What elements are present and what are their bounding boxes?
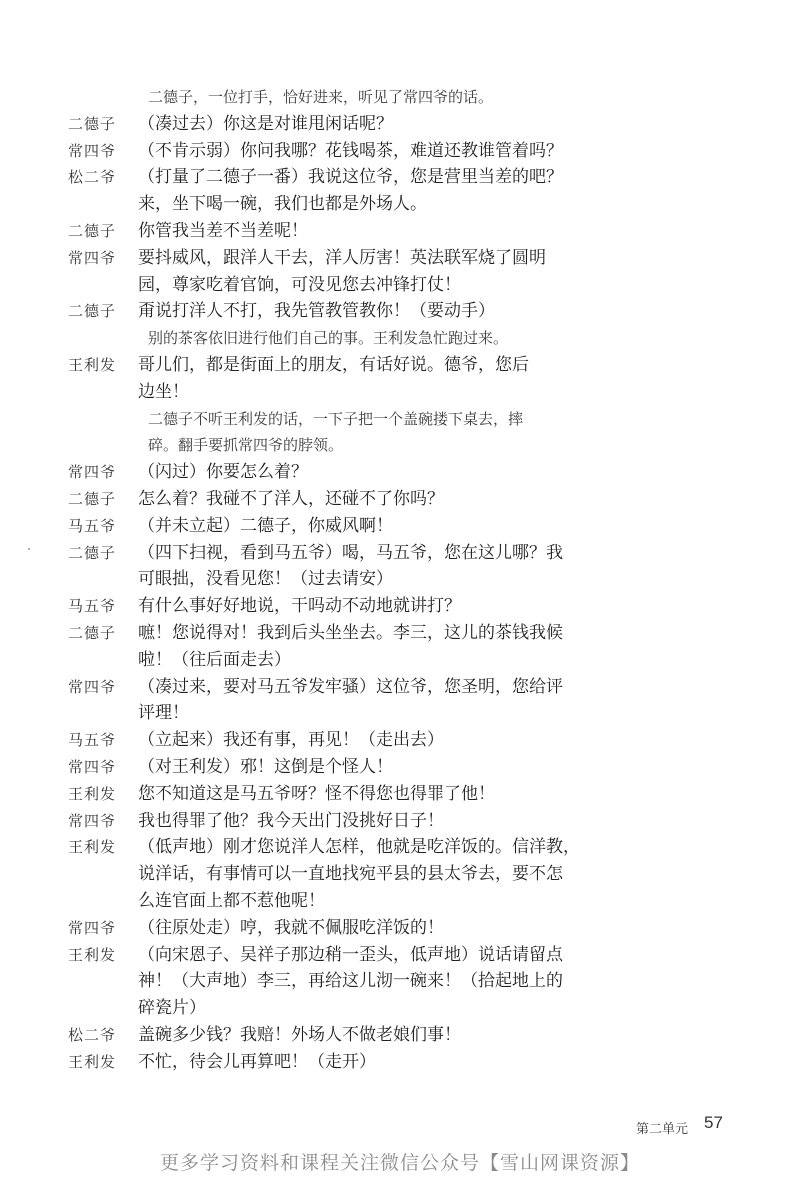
speaker-name: 王利发 (68, 838, 117, 857)
dialogue-text: 么连官面上都不惹他呢！ (138, 890, 325, 911)
stage-direction-text: 碎。翻手要抓常四爷的脖领。 (148, 436, 344, 455)
speaker-name: 二德子 (68, 221, 117, 240)
speaker-name: 马五爷 (68, 516, 117, 535)
dialogue-line (0, 298, 800, 325)
dialogue-text: 盖碗多少钱？我赔！外场人不做老娘们事！ (138, 1024, 461, 1045)
dialogue-text: （不肯示弱）你问我哪？花钱喝茶，难道还教谁管着吗？ (138, 140, 563, 161)
script-text-body (0, 84, 800, 1075)
dialogue-text: （对王利发）邪！这倒是个怪人！ (138, 756, 393, 777)
dialogue-line (0, 486, 800, 513)
dialogue-line (0, 808, 800, 835)
speaker-name: 王利发 (68, 1052, 117, 1071)
dialogue-text: 评理！ (138, 703, 189, 724)
speaker-name: 王利发 (68, 784, 117, 803)
speaker-name: 常四爷 (68, 918, 117, 937)
dialogue-text: （并未立起）二德子，你威风啊！ (138, 515, 393, 536)
dialogue-text: 您不知道这是马五爷呀？怪不得您也得罪了他！ (138, 783, 495, 804)
dialogue-text: （立起来）我还有事，再见！（走出去） (138, 730, 444, 751)
dialogue-text: 有什么事好好地说，干吗动不动地就讲打？ (138, 596, 461, 617)
dialogue-text: 你管我当差不当差呢！ (138, 220, 308, 241)
dialogue-line (0, 218, 800, 245)
dialogue-text: （打量了二德子一番）我说这位爷，您是营里当差的吧？ (138, 167, 563, 188)
dialogue-text: 嗻！您说得对！我到后头坐坐去。李三，这儿的茶钱我候 (138, 622, 563, 643)
stage-direction-line (0, 325, 800, 352)
dialogue-line (0, 754, 800, 781)
dialogue-continuation-line (0, 700, 800, 727)
dialogue-text: （低声地）刚才您说洋人怎样，他就是吃洋饭的。信洋教， (138, 837, 580, 858)
dialogue-continuation-line (0, 968, 800, 995)
dialogue-continuation-line (0, 191, 800, 218)
dialogue-text: 怎么着？我碰不了洋人，还碰不了你吗？ (138, 488, 444, 509)
dialogue-line (0, 834, 800, 861)
speaker-name: 常四爷 (68, 811, 117, 830)
dialogue-continuation-line (0, 566, 800, 593)
dialogue-line (0, 138, 800, 165)
dialogue-line (0, 111, 800, 138)
dialogue-line (0, 620, 800, 647)
speaker-name: 松二爷 (68, 168, 117, 187)
dialogue-continuation-line (0, 272, 800, 299)
speaker-name: 马五爷 (68, 597, 117, 616)
dialogue-text: （四下扫视，看到马五爷）喝，马五爷，您在这儿哪？我 (138, 542, 563, 563)
speaker-name: 二德子 (68, 543, 117, 562)
dialogue-line (0, 245, 800, 272)
dialogue-line (0, 164, 800, 191)
dialogue-continuation-line (0, 888, 800, 915)
dialogue-text: 我也得罪了他？我今天出门没挑好日子！ (138, 810, 444, 831)
dialogue-text: （闪过）你要怎么着？ (138, 462, 308, 483)
dialogue-continuation-line (0, 861, 800, 888)
dialogue-text: 可眼拙，没看见您！（过去请安） (138, 569, 393, 590)
speaker-name: 常四爷 (68, 677, 117, 696)
dialogue-continuation-line (0, 647, 800, 674)
dialogue-text: （向宋恩子、吴祥子那边稍一歪头，低声地）说话请留点 (138, 944, 563, 965)
speaker-name: 常四爷 (68, 248, 117, 267)
dialogue-text: 园，尊家吃着官饷，可没见您去冲锋打仗！ (138, 274, 461, 295)
speaker-name: 二德子 (68, 114, 117, 133)
dialogue-text: 来，坐下喝一碗，我们也都是外场人。 (138, 194, 427, 215)
dialogue-line (0, 1049, 800, 1076)
footer-unit-label: 第二单元 (636, 1122, 689, 1137)
speaker-name: 二德子 (68, 489, 117, 508)
dialogue-line (0, 1022, 800, 1049)
dialogue-text: 碎瓷片） (138, 998, 206, 1019)
stage-direction-line (0, 84, 800, 111)
dialogue-line (0, 781, 800, 808)
speaker-name: 二德子 (68, 302, 117, 321)
stage-direction-line (0, 432, 800, 459)
dialogue-text: 不忙，待会儿再算吧！（走开） (138, 1051, 376, 1072)
dialogue-text: （凑过去）你这是对谁甩闲话呢？ (138, 113, 393, 134)
dialogue-text: （往原处走）哼，我就不佩服吃洋饭的！ (138, 917, 444, 938)
speaker-name: 王利发 (68, 355, 117, 374)
dialogue-continuation-line (0, 379, 800, 406)
speaker-name: 马五爷 (68, 731, 117, 750)
dialogue-line (0, 352, 800, 379)
stage-direction-text: 二德子不听王利发的话，一下子把一个盖碗搂下桌去，摔 (148, 409, 524, 428)
dialogue-text: （凑过来，要对马五爷发牢骚）这位爷，您圣明，您给评 (138, 676, 563, 697)
speaker-name: 常四爷 (68, 463, 117, 482)
dialogue-line (0, 674, 800, 701)
dialogue-text: 神！（大声地）李三，再给这儿沏一碗来！（拾起地上的 (138, 971, 563, 992)
dialogue-text: 哥儿们，都是街面上的朋友，有话好说。德爷，您后 (138, 354, 529, 375)
stage-direction-text: 别的茶客依旧进行他们自己的事。王利发急忙跑过来。 (148, 329, 509, 348)
speaker-name: 常四爷 (68, 757, 117, 776)
page-number: 57 (704, 1113, 723, 1132)
dialogue-line (0, 593, 800, 620)
dialogue-text: 甭说打洋人不打，我先管教管教你！（要动手） (138, 301, 495, 322)
speaker-name: 常四爷 (68, 141, 117, 160)
dialogue-continuation-line (0, 995, 800, 1022)
dialogue-text: 要抖威风，跟洋人干去，洋人厉害！英法联军烧了圆明 (138, 247, 546, 268)
dialogue-line (0, 915, 800, 942)
dialogue-line (0, 540, 800, 567)
stage-direction-line (0, 406, 800, 433)
dialogue-line (0, 513, 800, 540)
dialogue-line (0, 459, 800, 486)
dialogue-text: 说洋话，有事情可以一直地找宛平县的县太爷去，要不怎 (138, 864, 563, 885)
dialogue-text: 边坐！ (138, 381, 189, 402)
dialogue-line (0, 942, 800, 969)
dialogue-text: 啦！（往后面走去） (138, 649, 291, 670)
watermark-text: 更多学习资料和课程关注微信公众号【雪山网课资源】 (159, 1153, 640, 1174)
speaker-name: 王利发 (68, 945, 117, 964)
speaker-name: 二德子 (68, 623, 117, 642)
dialogue-line (0, 727, 800, 754)
speaker-name: 松二爷 (68, 1025, 117, 1044)
stage-direction-text: 二德子，一位打手，恰好进来，听见了常四爷的话。 (148, 88, 494, 106)
